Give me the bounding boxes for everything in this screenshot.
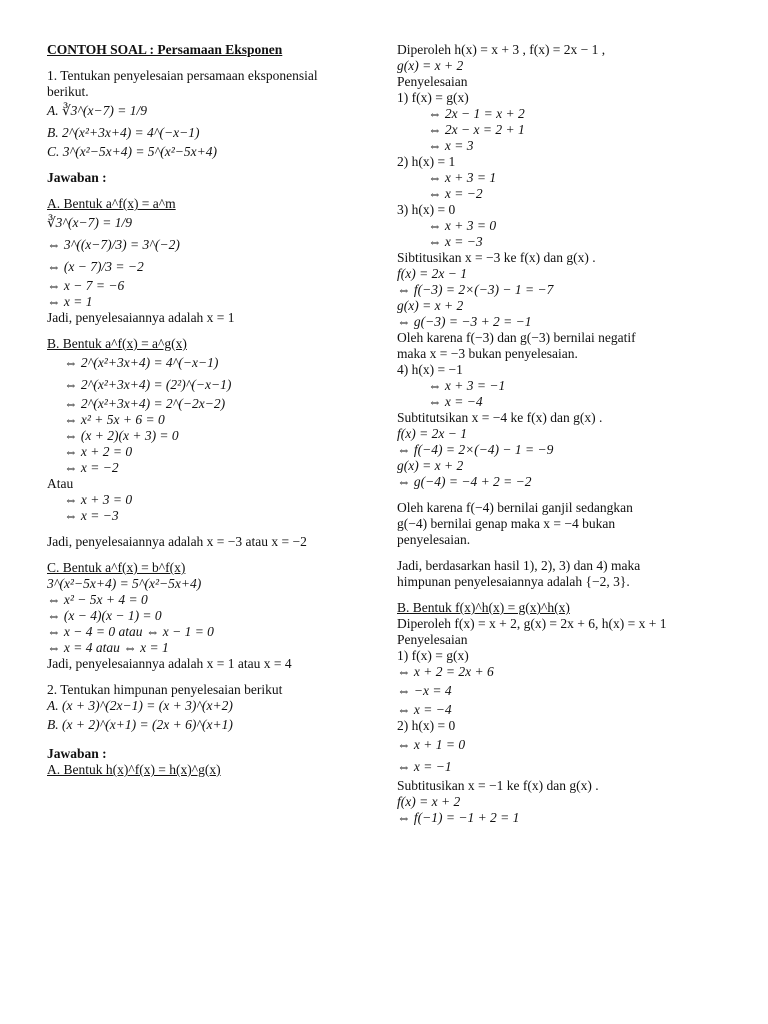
- text-line: g(x) = x + 2: [397, 298, 464, 313]
- spacer: [47, 160, 377, 170]
- text-line: B. 2^(x²+3x+4) = 4^(−x−1): [47, 125, 200, 140]
- spacer: [397, 490, 727, 500]
- text-line: ⇔ x + 2 = 0: [64, 444, 133, 459]
- text-line: ⇔ 2^(x²+3x+4) = (2²)^(−x−1): [64, 377, 232, 392]
- spacer: [397, 548, 727, 558]
- text-line: Oleh karena f(−3) dan g(−3) bernilai negatif: [397, 330, 636, 345]
- text-line: ∛3^(x−7) = 1/9: [47, 215, 133, 230]
- text-line: ⇔ g(−4) = −4 + 2 = −2: [397, 474, 532, 489]
- text-line: Sibtitusikan x = −3 ke f(x) dan g(x) .: [397, 250, 596, 265]
- text-line: f(x) = 2x − 1: [397, 266, 467, 281]
- text-line: berikut.: [47, 84, 89, 99]
- text-line: 1. Tentukan penyelesaian persamaan eksponensial: [47, 68, 318, 83]
- text-line: Jawaban :: [47, 170, 107, 185]
- text-line: Diperoleh h(x) = x + 3 , f(x) = 2x − 1 ,: [397, 42, 606, 57]
- text-line: 1) f(x) = g(x): [397, 648, 469, 663]
- text-line: ⇔ x + 3 = 0: [428, 218, 497, 233]
- text-line: penyelesaian.: [397, 532, 471, 547]
- text-line: ⇔ x = 1: [47, 294, 93, 309]
- text-line: ⇔ f(−1) = −1 + 2 = 1: [397, 810, 520, 825]
- text-line: ⇔ x − 7 = −6: [47, 278, 125, 293]
- text-line: ⇔ x = −1: [397, 759, 452, 774]
- text-line: ⇔ f(−3) = 2×(−3) − 1 = −7: [397, 282, 554, 297]
- text-line: A. ∛3^(x−7) = 1/9: [47, 103, 147, 118]
- text-line: 4) h(x) = −1: [397, 362, 463, 377]
- spacer: [47, 550, 377, 560]
- text-line: ⇔ 3^((x−7)/3) = 3^(−2): [47, 237, 180, 252]
- text-line: ⇔ f(−4) = 2×(−4) − 1 = −9: [397, 442, 554, 457]
- text-line: 2) h(x) = 1: [397, 154, 456, 169]
- text-line: Oleh karena f(−4) bernilai ganjil sedangkan: [397, 500, 633, 515]
- text-line: ⇔ x + 2 = 2x + 6: [397, 664, 494, 679]
- text-line: ⇔ x = −2: [64, 460, 119, 475]
- text-line: B. Bentuk f(x)^h(x) = g(x)^h(x): [397, 600, 570, 615]
- text-line: ⇔ x = −4: [428, 394, 483, 409]
- text-line: ⇔ (x − 7)/3 = −2: [47, 259, 144, 274]
- spacer: [47, 326, 377, 336]
- text-line: ⇔ (x − 4)(x − 1) = 0: [47, 608, 162, 623]
- text-line: g(x) = x + 2: [397, 458, 464, 473]
- text-line: ⇔ x + 3 = 1: [428, 170, 497, 185]
- text-line: f(x) = 2x − 1: [397, 426, 467, 441]
- text-line: ⇔ x² + 5x + 6 = 0: [64, 412, 165, 427]
- text-line: 2) h(x) = 0: [397, 718, 456, 733]
- text-line: B. Bentuk a^f(x) = a^g(x): [47, 336, 187, 351]
- right-column: [397, 42, 727, 826]
- text-line: ⇔ (x + 2)(x + 3) = 0: [64, 428, 179, 443]
- text-line: Subtitutsikan x = −4 ke f(x) dan g(x) .: [397, 410, 603, 425]
- text-line: ⇔ x = −3: [428, 234, 483, 249]
- spacer: [397, 590, 727, 600]
- text-line: CONTOH SOAL : Persamaan Eksponen: [47, 42, 283, 57]
- text-line: Subtitusikan x = −1 ke f(x) dan g(x) .: [397, 778, 599, 793]
- left-column: [47, 42, 377, 778]
- text-line: ⇔ x = −3: [64, 508, 119, 523]
- text-line: himpunan penyelesaiannya adalah {−2, 3}.: [397, 574, 630, 589]
- text-line: 3) h(x) = 0: [397, 202, 456, 217]
- text-line: ⇔ x = −4: [397, 702, 452, 717]
- text-line: maka x = −3 bukan penyelesaian.: [397, 346, 578, 361]
- text-line: ⇔ 2^(x²+3x+4) = 4^(−x−1): [64, 355, 219, 370]
- text-line: Jadi, penyelesaiannya adalah x = −3 atau x = −2: [47, 534, 307, 549]
- text-line: ⇔ x² − 5x + 4 = 0: [47, 592, 148, 607]
- text-line: B. (x + 2)^(x+1) = (2x + 6)^(x+1): [47, 717, 233, 732]
- spacer: [47, 524, 377, 534]
- text-line: f(x) = x + 2: [397, 794, 461, 809]
- text-line: ⇔ x + 3 = 0: [64, 492, 133, 507]
- spacer: [47, 672, 377, 682]
- text-line: Jadi, penyelesaiannya adalah x = 1 atau x = 4: [47, 656, 292, 671]
- text-line: Penyelesaian: [397, 632, 468, 647]
- text-line: 2. Tentukan himpunan penyelesaian berikut: [47, 682, 283, 697]
- text-line: A. (x + 3)^(2x−1) = (x + 3)^(x+2): [47, 698, 233, 713]
- text-line: ⇔ x + 3 = −1: [428, 378, 506, 393]
- spacer: [47, 736, 377, 746]
- text-line: C. 3^(x²−5x+4) = 5^(x²−5x+4): [47, 144, 217, 159]
- text-line: ⇔ 2x − x = 2 + 1: [428, 122, 525, 137]
- spacer: [47, 186, 377, 196]
- text-line: ⇔ x − 4 = 0 atau ⇔ x − 1 = 0: [47, 624, 214, 639]
- text-line: 1) f(x) = g(x): [397, 90, 469, 105]
- spacer: [47, 58, 377, 68]
- text-line: Jadi, berdasarkan hasil 1), 2), 3) dan 4) maka: [397, 558, 641, 573]
- text-line: Diperoleh f(x) = x + 2, g(x) = 2x + 6, h(x) = x + 1: [397, 616, 667, 631]
- text-line: 3^(x²−5x+4) = 5^(x²−5x+4): [47, 576, 202, 591]
- text-line: g(x) = x + 2: [397, 58, 464, 73]
- text-line: ⇔ 2x − 1 = x + 2: [428, 106, 525, 121]
- text-line: ⇔ 2^(x²+3x+4) = 2^(−2x−2): [64, 396, 226, 411]
- text-line: ⇔ x = 3: [428, 138, 474, 153]
- text-line: ⇔ g(−3) = −3 + 2 = −1: [397, 314, 532, 329]
- text-line: Penyelesaian: [397, 74, 468, 89]
- text-line: ⇔ x + 1 = 0: [397, 737, 466, 752]
- text-line: ⇔ x = 4 atau ⇔ x = 1: [47, 640, 169, 655]
- text-line: Atau: [47, 476, 74, 491]
- text-line: ⇔ x = −2: [428, 186, 483, 201]
- text-line: Jawaban :: [47, 746, 107, 761]
- text-line: C. Bentuk a^f(x) = b^f(x): [47, 560, 186, 575]
- text-line: A. Bentuk a^f(x) = a^m: [47, 196, 176, 211]
- text-line: Jadi, penyelesaiannya adalah x = 1: [47, 310, 235, 325]
- text-line: g(−4) bernilai genap maka x = −4 bukan: [397, 516, 616, 531]
- text-line: A. Bentuk h(x)^f(x) = h(x)^g(x): [47, 762, 221, 777]
- text-line: ⇔ −x = 4: [397, 683, 452, 698]
